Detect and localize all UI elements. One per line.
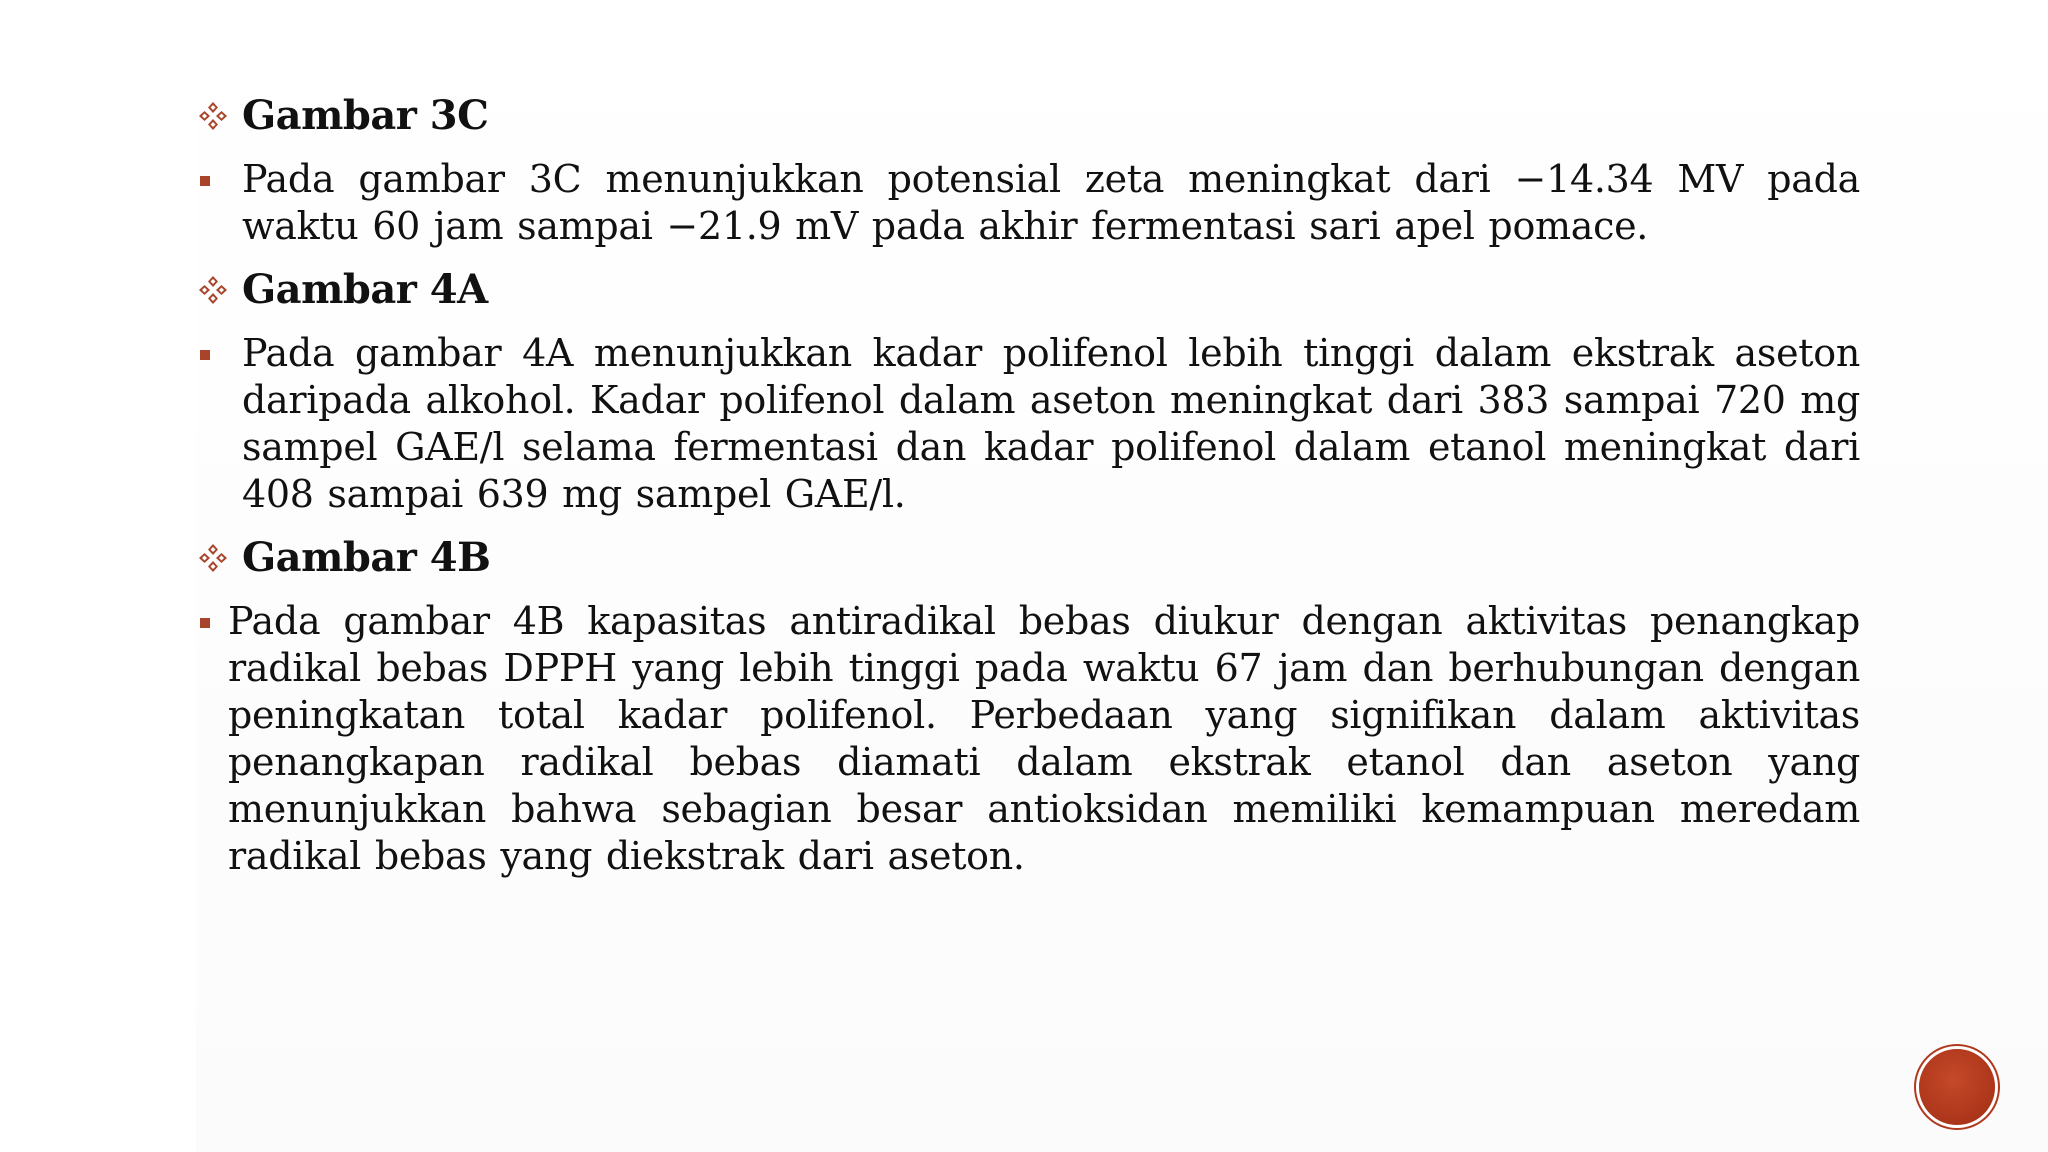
four-diamond-icon [196, 99, 230, 133]
left-margin-band [0, 0, 196, 1152]
body-text: Pada gambar 4A menunjukkan kadar polifenol lebih tinggi dalam ekstrak aseton daripada alkohol. Kadar polifenol dalam aseton meningkat dari 383 sampai 720 mg sampel GAE/l selama fermentasi dan kadar polifenol dalam etanol meningkat dari 408 sampai 639 mg sampel GAE/l. [242, 331, 1860, 516]
heading-text: Gambar 4B [242, 534, 491, 581]
section-heading-3c [196, 88, 1860, 144]
nav-circle-button[interactable] [1919, 1049, 1995, 1125]
four-diamond-icon [196, 541, 230, 575]
section-body-3c [196, 156, 1860, 250]
section-heading-4a [196, 262, 1860, 318]
body-text: Pada gambar 3C menunjukkan potensial zeta meningkat dari −14.34 MV pada waktu 60 jam sampai −21.9 mV pada akhir fermentasi sari apel pomace. [242, 157, 1860, 248]
section-heading-4b [196, 530, 1860, 586]
section-body-4b [196, 598, 1860, 880]
body-text: Pada gambar 4B kapasitas antiradikal bebas diukur dengan aktivitas penangkap radikal bebas DPPH yang lebih tinggi pada waktu 67 jam dan berhubungan dengan peningkatan total kadar polifenol. Perbedaan yang signifikan dalam aktivitas penangkapan radikal bebas diamati dalam ekstrak etanol dan aseton yang menunjukkan bahwa sebagian besar antioksidan memiliki kemampuan meredam radikal bebas yang diekstrak dari aseton. [228, 599, 1860, 878]
section-body-4a [196, 330, 1860, 518]
square-bullet-icon [200, 350, 210, 360]
heading-text: Gambar 3C [242, 92, 489, 139]
four-diamond-icon [196, 273, 230, 307]
square-bullet-icon [200, 618, 210, 628]
square-bullet-icon [200, 176, 210, 186]
heading-text: Gambar 4A [242, 266, 488, 313]
slide-content [196, 88, 1860, 892]
